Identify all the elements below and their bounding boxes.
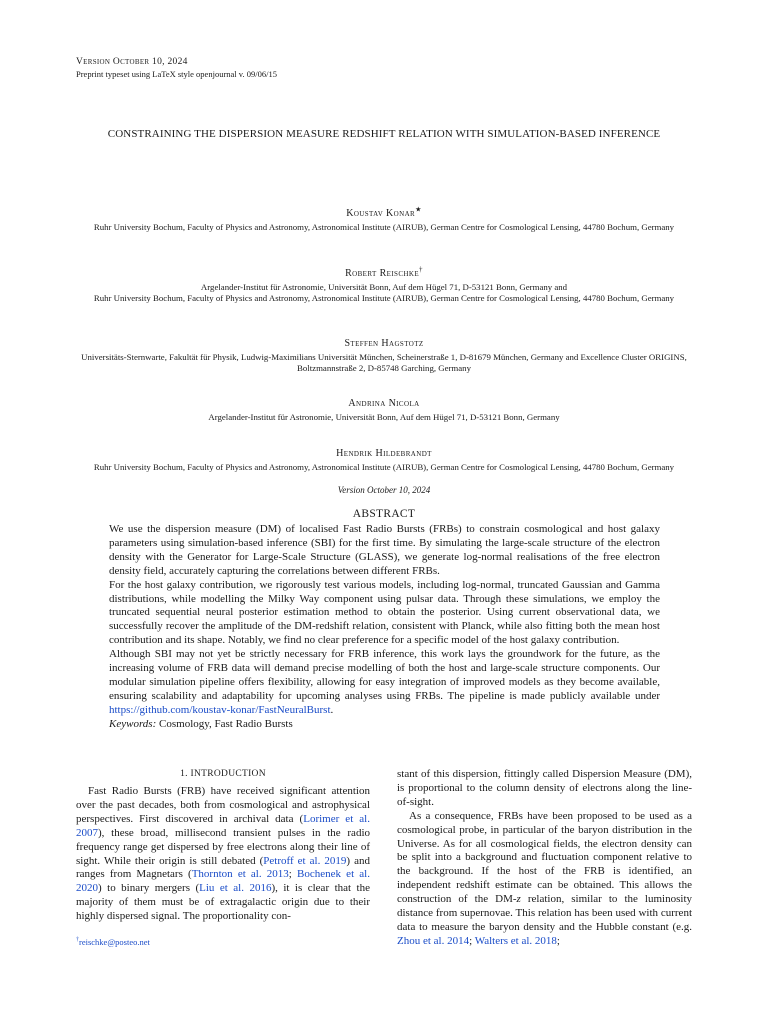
left-column	[76, 785, 370, 924]
keywords	[109, 718, 660, 732]
intro-paragraph	[76, 785, 370, 924]
body-paragraph: stant of this dispersion, fittingly called Dispersion Measure (DM), is proportional to the column density of electrons along the line-of-sight.	[397, 768, 692, 808]
abstract-paragraph: We use the dispersion measure (DM) of localised Fast Radio Bursts (FRBs) to constrain cosmological and host galaxy parameters using simulation-based inference (SBI) for the first time. By simulating the large-scale structure of the electron density with the Generator for Large-Scale Structure (GLASS), we generate log-normal realisations of the free electron density field, accurately capturing the correlations between different FRBs.	[109, 523, 660, 577]
math-z: z	[516, 893, 521, 906]
author-hagstotz: Steffen Hagstotz	[344, 338, 424, 349]
version-line: Version October 10, 2024	[76, 57, 188, 67]
preprint-line	[76, 69, 277, 79]
footnote	[76, 937, 150, 947]
affiliation-konar: Ruhr University Bochum, Faculty of Physics and Astronomy, Astronomical Institute (AIRUB), German Centre for Cosmological Lensing, 44780 Bochum, Germany	[93, 222, 675, 232]
body-text: As a consequence, FRBs have been proposed to be used as a cosmological probe, in particular of the baryon distribution in the Universe. As for all cosmological fields, the electron density can be split into a background and fluctuation component relative to the background. If the host of the FRB is identified, an independent redshift estimate can be obtained. This allows the construction of the DM-	[397, 809, 692, 906]
email-link[interactable]: reischke@posteo.net	[79, 937, 150, 947]
citation-link[interactable]: Thornton et al. 2013	[191, 868, 289, 881]
citation-link[interactable]: Petroff et al. 2019	[263, 854, 347, 867]
preprint-prefix: Preprint typeset using	[76, 69, 153, 79]
affiliation-hagstotz: Universitäts-Sternwarte, Fakultät für Physik, Ludwig-Maximilians Universität München, Scheinerstraße 1, D-81679 München, Germany and Excellence Cluster ORIGINS, Boltzmannstraße 2, D-85748 Garching, Germany	[81, 352, 687, 373]
author-name: Robert Reischke	[345, 268, 419, 279]
affiliation-nicola: Argelander-Institut für Astronomie, Universität Bonn, Auf dem Hügel 71, D-53121 Bonn, Germany	[208, 412, 560, 422]
author-konar	[40, 205, 728, 219]
keywords-text: Cosmology, Fast Radio Bursts	[156, 717, 293, 730]
right-column	[397, 768, 692, 949]
body-text: ;	[288, 868, 298, 881]
citation-link[interactable]: Zhou et al. 2014	[397, 934, 470, 947]
dateline: Version October 10, 2024	[337, 485, 431, 495]
affiliation-reischke-1: Argelander-Institut für Astronomie, Universität Bonn, Auf dem Hügel 71, D-53121 Bonn, Germany and	[200, 282, 568, 292]
body-text: ) to binary mergers (	[98, 882, 200, 895]
body-text: ), it is clear that the majority of them must be of extragalactic origin due to their highly dispersed signal. The proportionality con-	[76, 882, 370, 923]
author-mark: ★	[415, 205, 422, 214]
body-text: ;	[556, 934, 560, 947]
citation-link[interactable]: Walters et al. 2018	[474, 934, 557, 947]
author-hildebrandt: Hendrik Hildebrandt	[336, 448, 432, 459]
abstract-paragraph	[109, 648, 660, 718]
body-text: ), these broad, millisecond transient pulses in the radio frequency range get dispersed by free electrons along their line of sight. While their origin is still debated (	[76, 826, 370, 867]
github-link[interactable]: https://github.com/koustav-konar/FastNeuralBurst	[109, 703, 331, 716]
affiliation-hildebrandt: Ruhr University Bochum, Faculty of Physics and Astronomy, Astronomical Institute (AIRUB), German Centre for Cosmological Lensing, 44780 Bochum, Germany	[93, 462, 675, 472]
preprint-suffix: style openjournal v. 09/06/15	[175, 69, 277, 79]
abstract-text: Although SBI may not yet be strictly necessary for FRB inference, this work lays the groundwork for the future, as the increasing volume of FRB data will demand precise modelling of both the host and large-scale structure components. Our modular simulation pipeline offers flexibility, allowing for easy integration of improved models as they become available, ensuring scalability and adaptability for upcoming analyses using FRBs. The pipeline is made publicly available under	[109, 648, 660, 702]
body-text: relation, similar to the luminosity distance from supernovae. This relation has been used with current data to measure the baryon density and the Hubble constant (e.g.	[397, 893, 692, 933]
body-paragraph	[397, 810, 692, 949]
body-text: Fast Radio Bursts (FRB) have received significant attention over the past decades, both from cosmological and astrophysical perspectives. First discovered in archival data (	[76, 785, 370, 825]
keywords-label: Keywords:	[109, 717, 157, 730]
abstract-heading: ABSTRACT	[352, 508, 416, 520]
paper-title: CONSTRAINING THE DISPERSION MEASURE REDSHIFT RELATION WITH SIMULATION-BASED INFERENCE	[107, 128, 661, 140]
citation-link[interactable]: Liu et al. 2016	[199, 882, 272, 895]
latex-logo: LaTeX	[152, 69, 176, 79]
footnote-mark: †	[76, 937, 79, 944]
citation-link[interactable]: Lorimer et al. 2007	[76, 812, 370, 839]
author-reischke	[40, 265, 728, 279]
author-nicola: Andrina Nicola	[348, 398, 420, 409]
abstract-body	[109, 523, 660, 732]
body-text: ) and ranges from Magnetars (	[76, 854, 370, 881]
abstract-paragraph: For the host galaxy contribution, we rigorously test various models, including log-normal, truncated Gaussian and Gamma distributions, while modelling the Milky Way component using pulsar data. Through these simulations, we employ the truncated sequential neural posterior estimation method to obtain the posterior. Using current observational data, we successfully recover the amplitude of the DM-redshift relation, consistent with Planck, while also fitting both the mean host contribution and its shape. Notably, we find no clear preference for a specific model of the host galaxy contribution.	[109, 578, 660, 647]
author-mark: †	[419, 265, 423, 274]
author-name: Koustav Konar	[346, 208, 416, 219]
body-text: ;	[469, 934, 475, 947]
affiliation-reischke-2: Ruhr University Bochum, Faculty of Physics and Astronomy, Astronomical Institute (AIRUB), German Centre for Cosmological Lensing, 44780 Bochum, Germany	[93, 293, 675, 303]
citation-link[interactable]: Bochenek et al. 2020	[76, 868, 370, 895]
abstract-text: .	[330, 703, 334, 716]
section-heading: 1. INTRODUCTION	[180, 769, 266, 779]
